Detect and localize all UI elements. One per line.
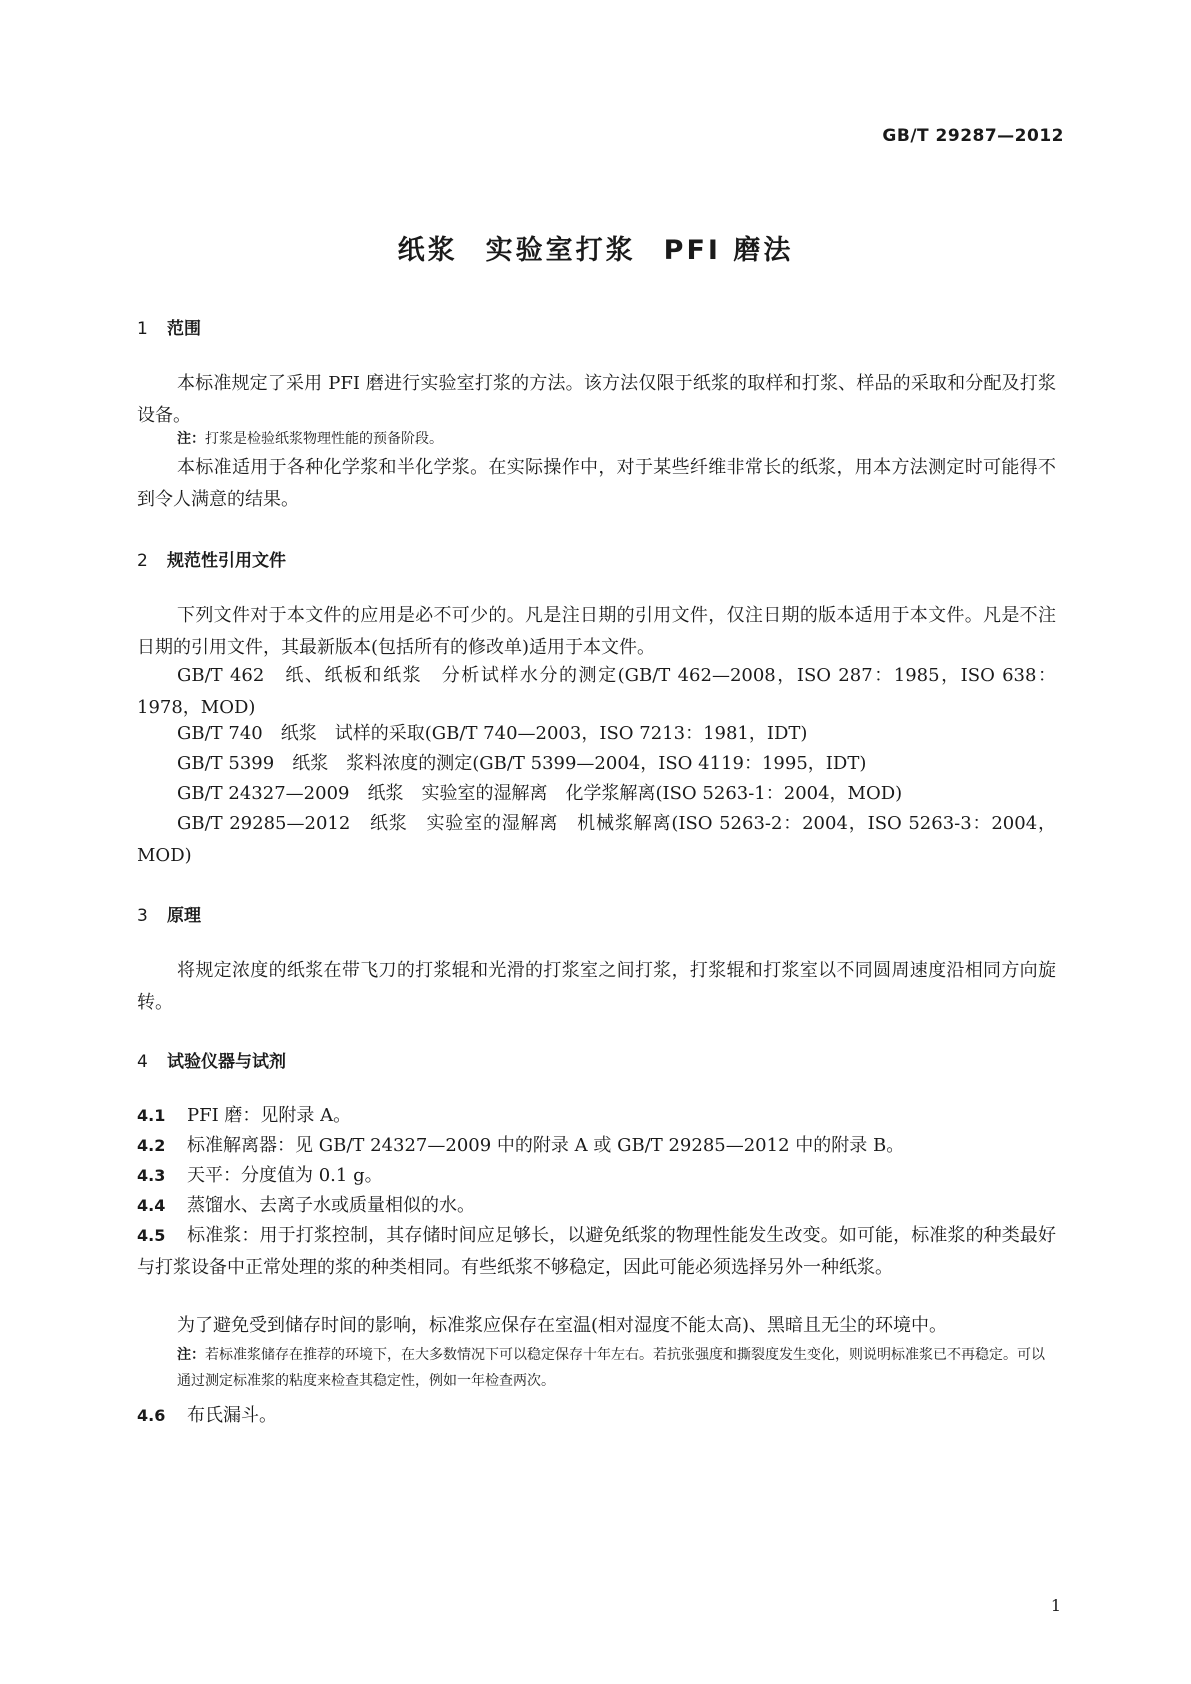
reference-item: GB/T 29285—2012 纸浆 实验室的湿解离 机械浆解离(ISO 5263-2：2004，ISO 5263-3：2004，MOD) (137, 813, 1056, 866)
section-1-paragraph-1: 本标准规定了采用 PFI 磨进行实验室打浆的方法。该方法仅限于纸浆的取样和打浆、样品的采取和分配及打浆设备。 (137, 373, 1056, 426)
list-item: 4.6 布氏漏斗。 (137, 1405, 277, 1426)
section-4-heading: 4 试验仪器与试剂 (137, 1052, 286, 1072)
reference-item: GB/T 5399 纸浆 浆料浓度的测定(GB/T 5399—2004，ISO 4119：1995，IDT) (177, 753, 867, 774)
reference-item: GB/T 24327—2009 纸浆 实验室的湿解离 化学浆解离(ISO 5263-1：2004，MOD) (177, 783, 903, 804)
title-part-2: 实验室打浆 (485, 235, 636, 266)
section-2-heading: 2 规范性引用文件 (137, 551, 286, 571)
list-item: 4.1 PFI 磨：见附录 A。 (137, 1105, 352, 1126)
section-1-heading: 1 范围 (137, 319, 201, 339)
section-1-paragraph-2: 本标准适用于各种化学浆和半化学浆。在实际操作中，对于某些纤维非常长的纸浆，用本方法测定时可能得不到令人满意的结果。 (137, 457, 1056, 510)
section-4-note: 注：若标准浆储存在推荐的环境下，在大多数情况下可以稳定保存十年左右。若抗张强度和撕裂度发生变化，则说明标准浆已不再稳定。可以通过测定标准浆的粘度来检查其稳定性，例如一年检查两次。 (177, 1347, 1045, 1389)
list-item: 4.2 标准解离器：见 GB/T 24327—2009 中的附录 A 或 GB/T 29285—2012 中的附录 B。 (137, 1135, 905, 1156)
list-item: 4.4 蒸馏水、去离子水或质量相似的水。 (137, 1195, 475, 1216)
list-item: 4.3 天平：分度值为 0.1 g。 (137, 1165, 383, 1186)
reference-item: GB/T 462 纸、纸板和纸浆 分析试样水分的测定(GB/T 462—2008，ISO 287：1985，ISO 638：1978，MOD) (137, 665, 1056, 718)
title-part-1: 纸浆 (397, 235, 458, 266)
section-3-heading: 3 原理 (137, 906, 201, 926)
title-part-3: PFI 磨法 (663, 235, 794, 266)
standard-code: GB/T 29287—2012 (882, 126, 1064, 146)
storage-paragraph: 为了避免受到储存时间的影响，标准浆应保存在室温(相对湿度不能太高)、黑暗且无尘的环境中。 (177, 1315, 948, 1336)
section-1-note: 注：打浆是检验纸浆物理性能的预备阶段。 (177, 431, 443, 447)
list-item: 4.5 标准浆：用于打浆控制，其存储时间应足够长，以避免纸浆的物理性能发生改变。如可能，标准浆的种类最好与打浆设备中正常处理的浆的种类相同。有些纸浆不够稳定，因此可能必须选择另外一种纸浆。 (137, 1225, 1056, 1278)
section-2-paragraph-1: 下列文件对于本文件的应用是必不可少的。凡是注日期的引用文件，仅注日期的版本适用于本文件。凡是不注日期的引用文件，其最新版本(包括所有的修改单)适用于本文件。 (137, 605, 1056, 658)
section-3-paragraph-1: 将规定浓度的纸浆在带飞刀的打浆辊和光滑的打浆室之间打浆，打浆辊和打浆室以不同圆周速度沿相同方向旋转。 (137, 960, 1056, 1013)
document-title (0, 228, 1191, 267)
reference-item: GB/T 740 纸浆 试样的采取(GB/T 740—2003，ISO 7213：1981，IDT) (177, 723, 808, 744)
page-number: 1 (1050, 1596, 1061, 1615)
